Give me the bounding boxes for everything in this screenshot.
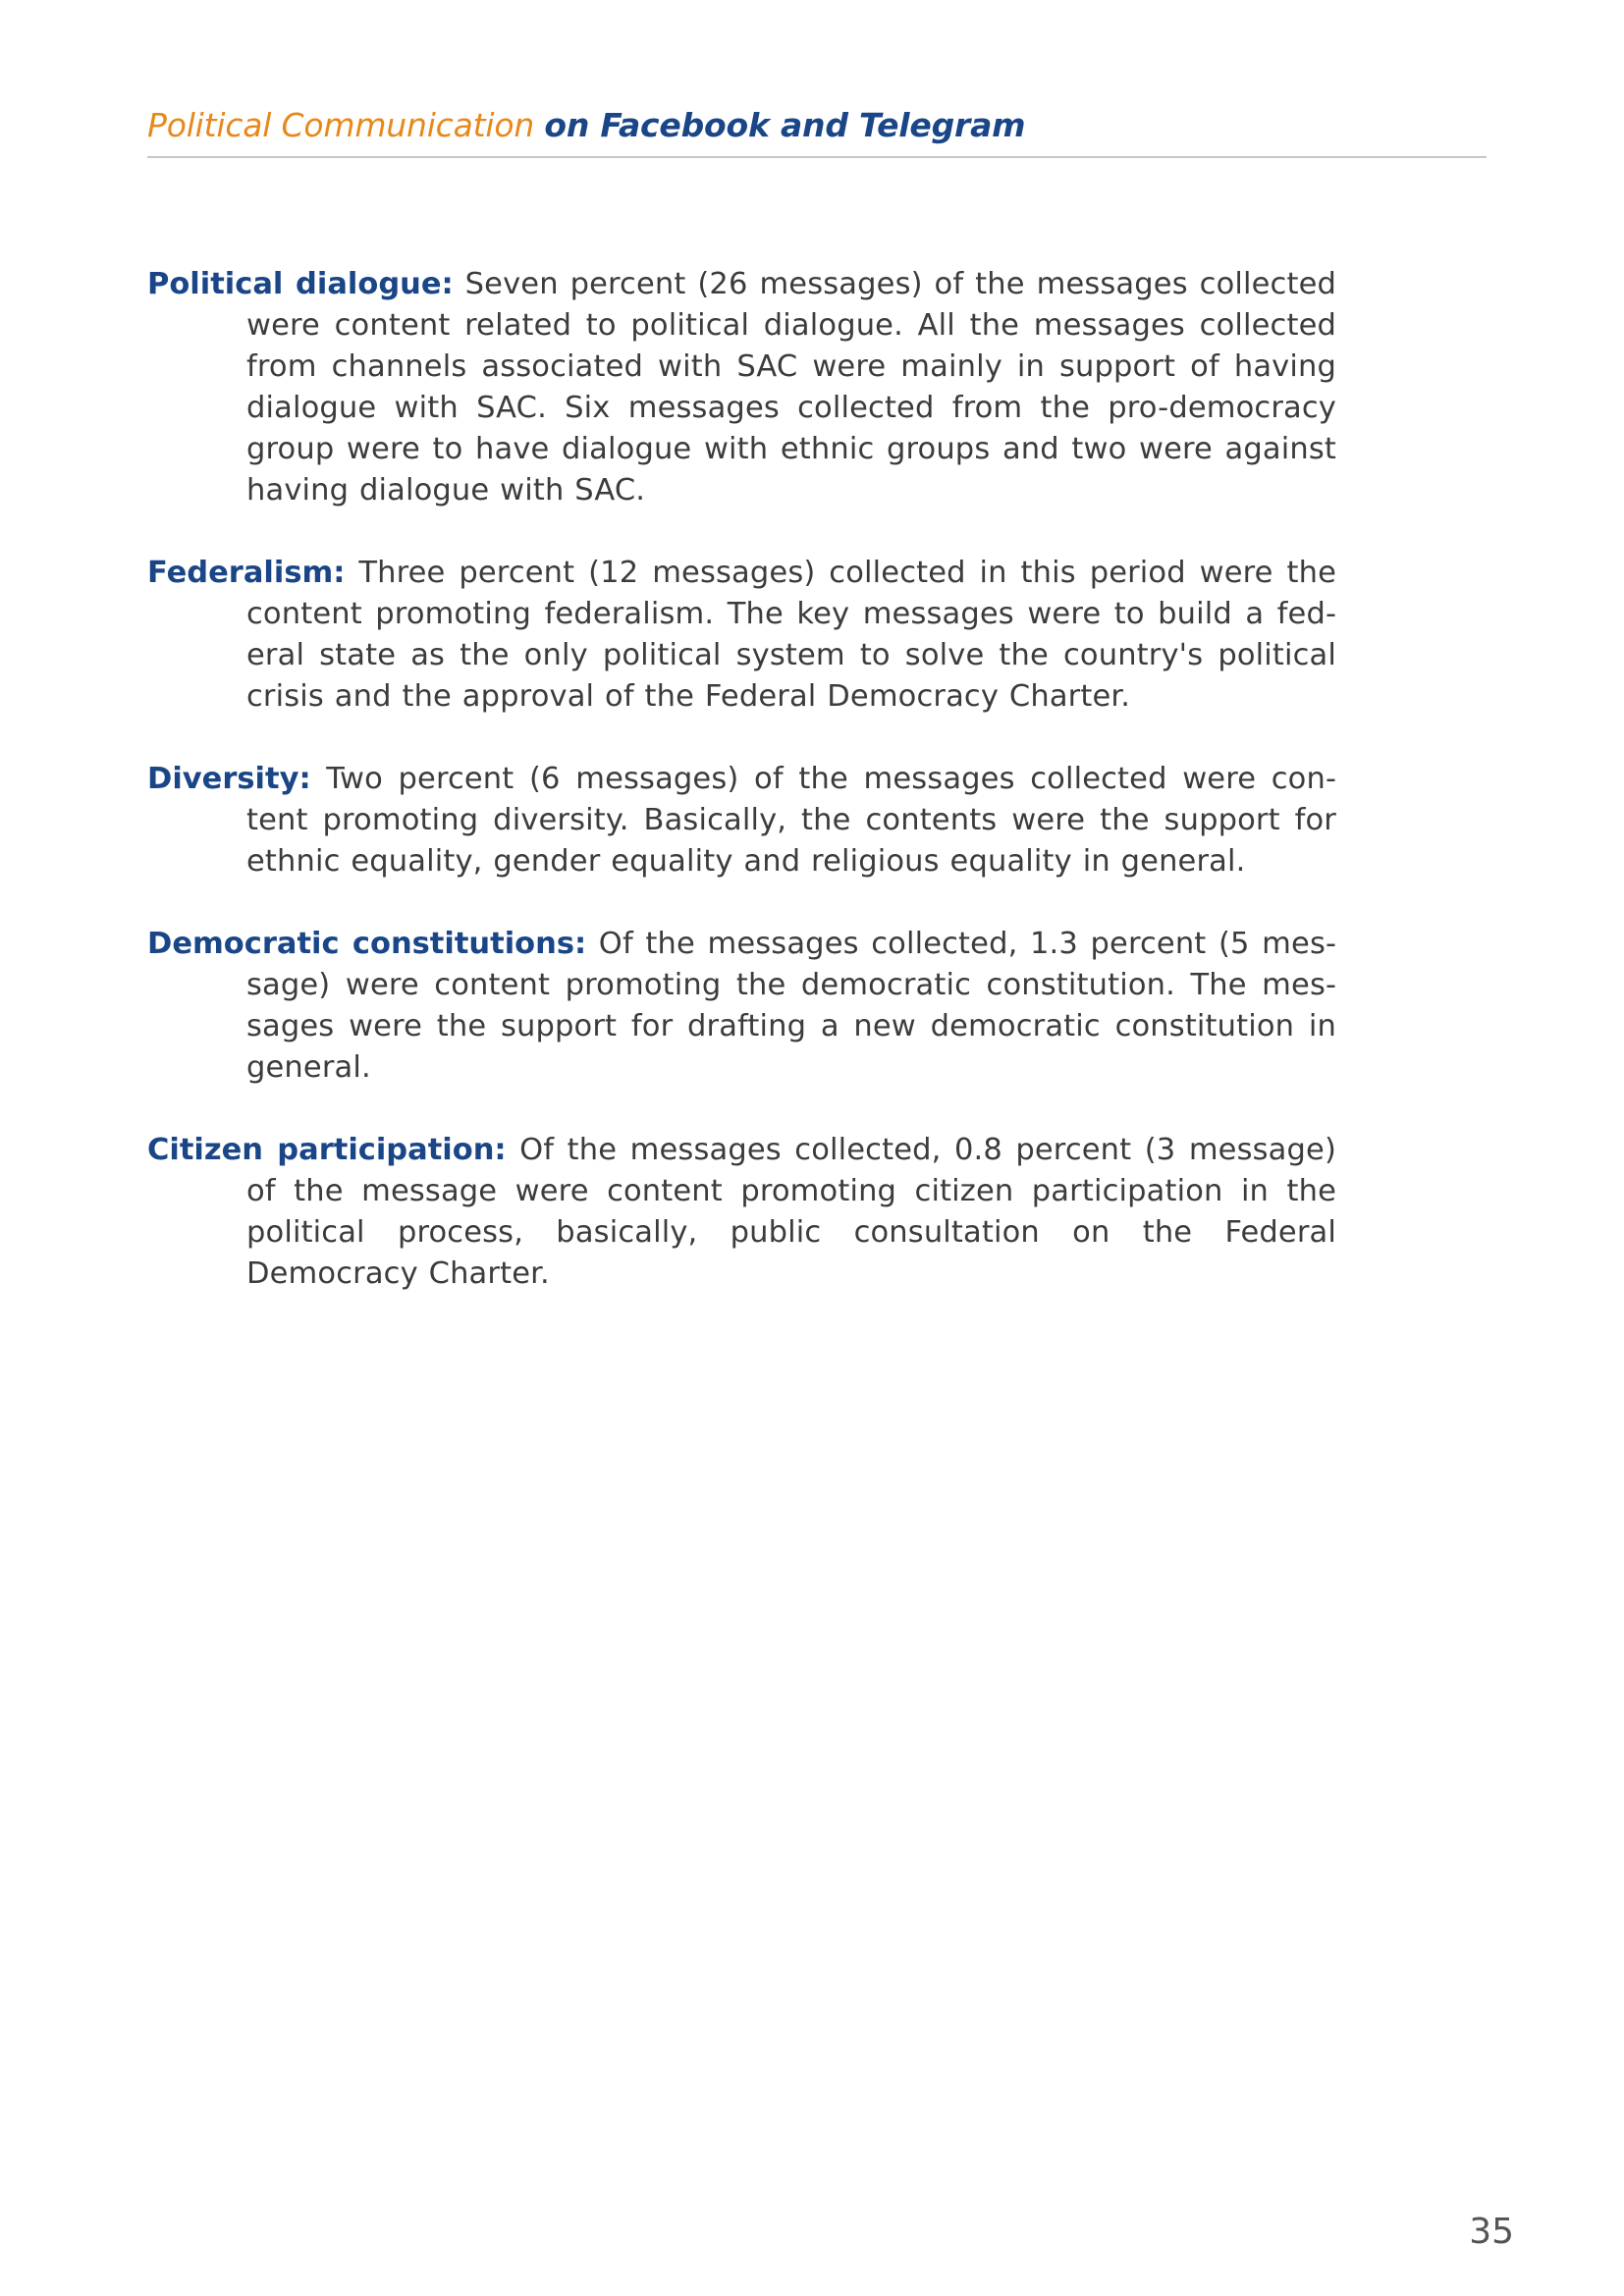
- entry-term: Federalism:: [147, 556, 346, 590]
- running-header-part2: on Facebook and Telegram: [544, 106, 1026, 144]
- entry-text: Of the messages collected, 1.3 percent (5 message) were content promoting the democratic constitution. The messages were the support for drafting a new democratic constitution in general.: [246, 927, 1336, 1085]
- entry-term: Democratic constitutions:: [147, 927, 587, 961]
- entry-term: Diversity:: [147, 762, 311, 796]
- running-header-part1: Political Communication: [147, 106, 535, 144]
- page-number: 35: [1469, 2212, 1514, 2252]
- entry-text: Three percent (12 messages) collected in this period were the content promoting federalism. The key messages were to build a federal state as the only political system to solve the country's political crisis and the approval of the Federal Democracy Charter.: [246, 556, 1336, 714]
- entry-political-dialogue: [147, 264, 1336, 511]
- entry-federalism: [147, 553, 1336, 718]
- entry-text: Of the messages collected, 0.8 percent (3 message) of the message were content promoting citizen participation in the political process, basically, public consultation on the Federal Democracy Charter.: [246, 1133, 1336, 1291]
- header-divider: [147, 156, 1487, 158]
- entry-text: Two percent (6 messages) of the messages collected were content promoting diversity. Basically, the contents were the support for ethnic equality, gender equality and religious equality in general.: [246, 762, 1336, 879]
- entry-term: Citizen participation:: [147, 1133, 507, 1167]
- entry-democratic-constitutions: [147, 924, 1336, 1089]
- entry-diversity: [147, 759, 1336, 882]
- page-body: [147, 264, 1336, 1336]
- entry-term: Political dialogue:: [147, 267, 454, 301]
- entry-text: Seven percent (26 messages) of the messages collected were content related to political dialogue. All the messages collected from channels associated with SAC were mainly in support of having dialogue with SAC. Six messages collected from the pro-democracy group were to have dialogue with ethnic groups and two were against having dialogue with SAC.: [246, 267, 1336, 507]
- running-header: [147, 104, 1487, 147]
- entry-citizen-participation: [147, 1130, 1336, 1295]
